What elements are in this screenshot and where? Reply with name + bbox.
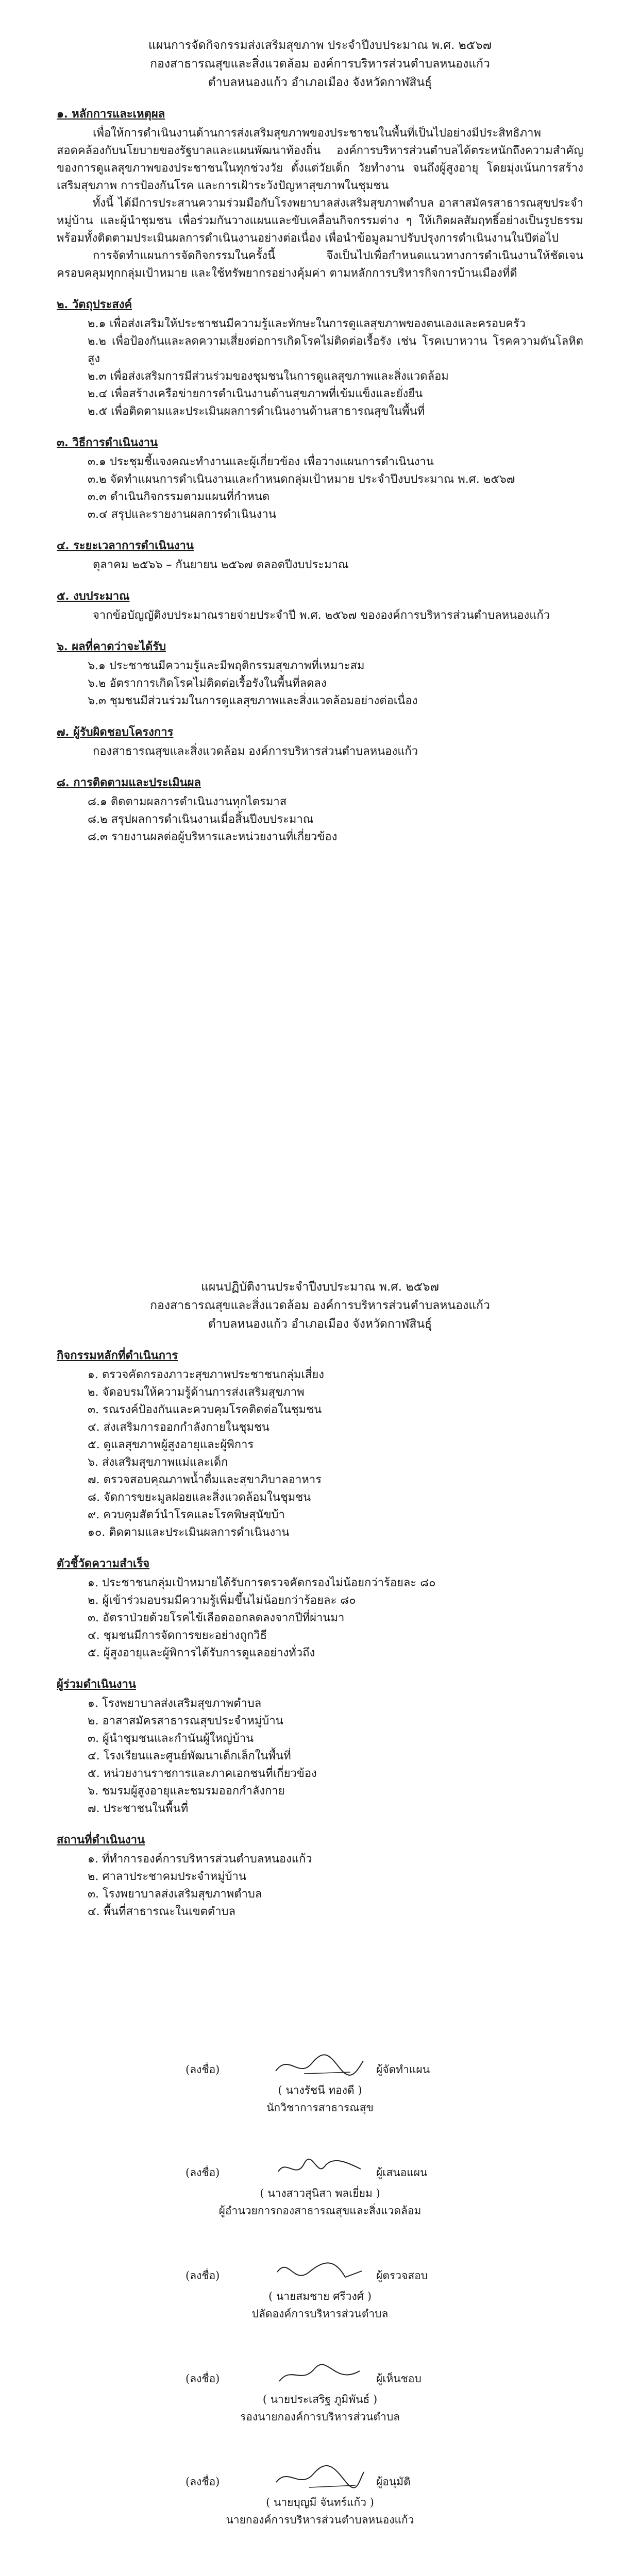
section-evaluation xyxy=(57,774,583,846)
list-item: ๘.๑ ติดตามผลการดำเนินงานทุกไตรมาส xyxy=(88,795,287,808)
list-item: ๒.๕ เพื่อติดตามและประเมินผลการดำเนินงานด้านสาธารณสุขในพื้นที่ xyxy=(88,405,425,418)
section-responsible xyxy=(57,723,583,760)
list-item: ๗. ตรวจสอบคุณภาพน้ำดื่มและสุขาภิบาลอาหาร xyxy=(88,1473,322,1486)
signature-block-3 xyxy=(57,2257,583,2323)
paragraph: ตุลาคม ๒๕๖๖ – กันยายน ๒๕๖๗ ตลอดปีงบประมาณ xyxy=(93,558,349,571)
list-item: ๔. ชุมชนมีการจัดการขยะอย่างถูกวิธี xyxy=(88,1629,267,1642)
list-item: ๕. หน่วยงานราชการและภาคเอกชนที่เกี่ยวข้อง xyxy=(88,1767,317,1780)
signature-line xyxy=(57,2154,583,2184)
handwritten-signature xyxy=(273,2463,366,2494)
section-heading: สถานที่ดำเนินงาน xyxy=(57,1833,145,1846)
page-2-content xyxy=(57,1278,583,1921)
list-item: ๒. ศาลาประชาคมประจำหมู่บ้าน xyxy=(88,1870,246,1883)
page-2-subtitle: กองสาธารณสุขและสิ่งแวดล้อม องค์การบริหารส่วนตำบลหนองแก้ว xyxy=(150,1299,490,1312)
document-page-2 xyxy=(0,1278,640,2576)
signature-line xyxy=(57,2257,583,2287)
list-item: ๘. จัดการขยะมูลฝอยและสิ่งแวดล้อมในชุมชน xyxy=(88,1491,311,1504)
paragraph: จากข้อบัญญัติงบประมาณรายจ่ายประจำปี พ.ศ. ๒๕๖๗ ขององค์การบริหารส่วนตำบลหนองแก้ว xyxy=(93,609,550,622)
list-item: ๒.๒ เพื่อป้องกันและลดความเสี่ยงต่อการเกิดโรคไม่ติดต่อเรื้อรัง เช่น โรคเบาหวาน โรคความดันโลหิตสูง xyxy=(88,335,583,365)
list-item: ๔. ส่งเสริมการออกกำลังกายในชุมชน xyxy=(88,1421,270,1434)
section-objectives xyxy=(57,296,583,420)
section-duration xyxy=(57,537,583,574)
handwritten-signature xyxy=(273,2360,366,2391)
list-item: ๑. ที่ทำการองค์การบริหารส่วนตำบลหนองแก้ว xyxy=(88,1853,312,1866)
section-rationale xyxy=(57,105,583,282)
handwritten-signature xyxy=(273,2154,366,2184)
list-item: ๒.๓ เพื่อส่งเสริมการมีส่วนร่วมของชุมชนในการดูแลสุขภาพและสิ่งแวดล้อม xyxy=(88,370,449,383)
list-item: ๓. โรงพยาบาลส่งเสริมสุขภาพตำบล xyxy=(88,1888,262,1901)
list-item: ๖. ชมรมผู้สูงอายุและชมรมออกกำลังกาย xyxy=(88,1785,285,1798)
section-heading: ผู้ร่วมดำเนินงาน xyxy=(57,1677,136,1691)
list-item: ๑๐. ติดตามและประเมินผลการดำเนินงาน xyxy=(88,1526,290,1539)
signer-position: รองนายกองค์การบริหารส่วนตำบล xyxy=(240,2411,400,2423)
section-main-activities xyxy=(57,1347,583,1541)
page-2-title: แผนปฏิบัติงานประจำปีงบประมาณ พ.ศ. ๒๕๖๗ xyxy=(201,1280,439,1294)
section-locations xyxy=(57,1831,583,1921)
handwritten-signature xyxy=(273,2050,366,2081)
signer-name: ( นายสมชาย ศรีวงศ์ ) xyxy=(268,2290,372,2302)
page-1-location: ตำบลหนองแก้ว อำเภอเมือง จังหวัดกาฬสินธุ์ xyxy=(208,76,432,89)
section-heading: กิจกรรมหลักที่ดำเนินการ xyxy=(57,1349,178,1362)
list-item: ๓.๑ ประชุมชี้แจงคณะทำงานและผู้เกี่ยวข้อง เพื่อวางแผนการดำเนินงาน xyxy=(88,455,434,468)
list-item: ๓. รณรงค์ป้องกันและควบคุมโรคติดต่อในชุมชน xyxy=(88,1403,322,1416)
page-1-title: แผนการจัดกิจกรรมส่งเสริมสุขภาพ ประจำปีงบประมาณ พ.ศ. ๒๕๖๗ xyxy=(148,39,492,52)
signature-prefix: (ลงชื่อ) xyxy=(186,2476,220,2488)
signature-role: ผู้ตรวจสอบ xyxy=(376,2269,428,2282)
list-item: ๓. ผู้นำชุมชนและกำนันผู้ใหญ่บ้าน xyxy=(88,1732,254,1745)
signature-block-1 xyxy=(57,2050,583,2116)
signature-role: ผู้จัดทำแผน xyxy=(376,2063,430,2076)
signer-name: ( นายบุญมี จันทร์แก้ว ) xyxy=(266,2496,374,2509)
signature-prefix: (ลงชื่อ) xyxy=(186,2166,220,2179)
signature-prefix: (ลงชื่อ) xyxy=(186,2063,220,2076)
signature-line xyxy=(57,2050,583,2081)
list-item: ๖. ส่งเสริมสุขภาพแม่และเด็ก xyxy=(88,1456,228,1469)
signature-role: ผู้เสนอแผน xyxy=(376,2166,428,2179)
section-heading: ๔. ระยะเวลาการดำเนินงาน xyxy=(57,539,194,552)
signature-line xyxy=(57,2360,583,2391)
section-heading: ๖. ผลที่คาดว่าจะได้รับ xyxy=(57,640,166,653)
page-1-header xyxy=(57,36,583,92)
list-item: ๓.๔ สรุปและรายงานผลการดำเนินงาน xyxy=(88,508,276,521)
page-1-content xyxy=(57,36,583,846)
section-budget xyxy=(57,587,583,624)
list-item: ๕. ผู้สูงอายุและผู้พิการได้รับการดูแลอย่างทั่วถึง xyxy=(88,1647,315,1659)
list-item: ๒. ผู้เข้าร่วมอบรมมีความรู้เพิ่มขึ้นไม่น้อยกว่าร้อยละ ๘๐ xyxy=(88,1594,356,1607)
page-2-location: ตำบลหนองแก้ว อำเภอเมือง จังหวัดกาฬสินธุ์ xyxy=(208,1317,432,1331)
list-item: ๒.๑ เพื่อส่งเสริมให้ประชาชนมีความรู้และทักษะในการดูแลสุขภาพของตนเองและครอบครัว xyxy=(88,317,526,330)
list-item: ๖.๓ ชุมชนมีส่วนร่วมในการดูแลสุขภาพและสิ่งแวดล้อมอย่างต่อเนื่อง xyxy=(88,694,418,707)
section-heading: ๓. วิธีการดำเนินงาน xyxy=(57,436,158,449)
page-2-header xyxy=(57,1278,583,1333)
section-heading: ตัวชี้วัดความสำเร็จ xyxy=(57,1557,150,1570)
list-item: ๑. โรงพยาบาลส่งเสริมสุขภาพตำบล xyxy=(88,1697,262,1710)
section-indicators xyxy=(57,1555,583,1662)
signature-block-2 xyxy=(57,2154,583,2219)
list-item: ๔. พื้นที่สาธารณะในเขตตำบล xyxy=(88,1905,235,1918)
signer-position: นายกองค์การบริหารส่วนตำบลหนองแก้ว xyxy=(226,2514,414,2526)
section-methods xyxy=(57,434,583,523)
section-partners xyxy=(57,1675,583,1818)
section-heading: ๘. การติดตามและประเมินผล xyxy=(57,776,201,789)
list-item: ๕. ดูแลสุขภาพผู้สูงอายุและผู้พิการ xyxy=(88,1438,254,1451)
list-item: ๒. จัดอบรมให้ความรู้ด้านการส่งเสริมสุขภาพ xyxy=(88,1386,305,1399)
list-item: ๘.๒ สรุปผลการดำเนินงานเมื่อสิ้นปีงบประมาณ xyxy=(88,813,314,826)
section-heading: ๒. วัตถุประสงค์ xyxy=(57,298,132,311)
signer-position: ผู้อำนวยการกองสาธารณสุขและสิ่งแวดล้อม xyxy=(218,2205,422,2217)
signature-role: ผู้อนุมัติ xyxy=(376,2476,411,2488)
list-item: ๓. อัตราป่วยด้วยโรคไข้เลือดออกลดลงจากปีที่ผ่านมา xyxy=(88,1612,345,1624)
handwritten-signature xyxy=(273,2257,366,2287)
signer-name: ( นายประเสริฐ ภูมิพันธ์ ) xyxy=(262,2393,378,2405)
list-item: ๑. ประชาชนกลุ่มเป้าหมายได้รับการตรวจคัดกรองไม่น้อยกว่าร้อยละ ๘๐ xyxy=(88,1577,436,1589)
list-item: ๖.๑ ประชาชนมีความรู้และมีพฤติกรรมสุขภาพที่เหมาะสม xyxy=(88,659,365,672)
document-page-1 xyxy=(0,0,640,1185)
signature-line xyxy=(57,2463,583,2494)
paragraph: การจัดทำแผนการจัดกิจกรรมในครั้งนี้ จึงเป็นไปเพื่อกำหนดแนวทางการดำเนินงานให้ชัดเจน ครอบคลุมทุกกลุ่มเป้าหมาย และใช้ทรัพยากรอย่างคุ้มค่า ตามหลักการบริหารกิจการบ้านเมืองที่ดี xyxy=(57,249,583,280)
list-item: ๘.๓ รายงานผลต่อผู้บริหารและหน่วยงานที่เกี่ยวข้อง xyxy=(88,831,338,843)
signature-prefix: (ลงชื่อ) xyxy=(186,2269,220,2282)
list-item: ๔. โรงเรียนและศูนย์พัฒนาเด็กเล็กในพื้นที่ xyxy=(88,1750,291,1762)
list-item: ๗. ประชาชนในพื้นที่ xyxy=(88,1802,189,1815)
list-item: ๑. ตรวจคัดกรองภาวะสุขภาพประชาชนกลุ่มเสี่ยง xyxy=(88,1368,324,1381)
paragraph: เพื่อให้การดำเนินงานด้านการส่งเสริมสุขภาพของประชาชนในพื้นที่เป็นไปอย่างมีประสิทธิภาพ สอดคล้องกับนโยบายของรัฐบาลและแผนพัฒนาท้องถิ่น องค์การบริหารส่วนตำบลได้ตระหนักถึงความสำคัญของการดูแลสุขภาพของประชาชนในทุกช่วงวัย ตั้งแต่วัยเด็ก วัยทำงาน จนถึงผู้สูงอายุ โดยมุ่งเน้นการสร้างเสริมสุขภาพ การป้องกันโรค และการเฝ้าระวังปัญหาสุขภาพในชุมชน xyxy=(57,127,583,192)
signature-block-4 xyxy=(57,2360,583,2426)
list-item: ๒.๔ เพื่อสร้างเครือข่ายการดำเนินงานด้านสุขภาพที่เข้มแข็งและยั่งยืน xyxy=(88,387,423,400)
section-expected-results xyxy=(57,638,583,710)
section-heading: ๑. หลักการและเหตุผล xyxy=(57,107,165,121)
section-heading: ๗. ผู้รับผิดชอบโครงการ xyxy=(57,725,174,739)
list-item: ๓.๒ จัดทำแผนการดำเนินงานและกำหนดกลุ่มเป้าหมาย ประจำปีงบประมาณ พ.ศ. ๒๕๖๗ xyxy=(88,473,515,486)
list-item: ๓.๓ ดำเนินกิจกรรมตามแผนที่กำหนด xyxy=(88,490,270,503)
signature-block-5 xyxy=(57,2463,583,2529)
signer-name: ( นางสาวสุนิสา พลเยี่ยม ) xyxy=(260,2187,380,2199)
signer-position: นักวิชาการสาธารณสุข xyxy=(266,2102,374,2114)
paragraph: กองสาธารณสุขและสิ่งแวดล้อม องค์การบริหารส่วนตำบลหนองแก้ว xyxy=(93,745,418,758)
list-item: ๖.๒ อัตราการเกิดโรคไม่ติดต่อเรื้อรังในพื้นที่ลดลง xyxy=(88,677,327,690)
signer-name: ( นางรัชนี ทองดี ) xyxy=(278,2084,362,2096)
signature-role: ผู้เห็นชอบ xyxy=(376,2372,422,2385)
section-heading: ๕. งบประมาณ xyxy=(57,589,130,603)
page-1-subtitle: กองสาธารณสุขและสิ่งแวดล้อม องค์การบริหารส่วนตำบลหนองแก้ว xyxy=(150,57,490,71)
signature-prefix: (ลงชื่อ) xyxy=(186,2372,220,2385)
signer-position: ปลัดองค์การบริหารส่วนตำบล xyxy=(251,2308,389,2320)
list-item: ๒. อาสาสมัครสาธารณสุขประจำหมู่บ้าน xyxy=(88,1715,283,1727)
paragraph: ทั้งนี้ ได้มีการประสานความร่วมมือกับโรงพยาบาลส่งเสริมสุขภาพตำบล อาสาสมัครสาธารณสุขประจำหมู่บ้าน และผู้นำชุมชน เพื่อร่วมกันวางแผนและขับเคลื่อนกิจกรรมต่าง ๆ ให้เกิดผลสัมฤทธิ์อย่างเป็นรูปธรรม พร้อมทั้งติดตามประเมินผลการดำเนินงานอย่างต่อเนื่อง เพื่อนำข้อมูลมาปรับปรุงการดำเนินงานในปีต่อไป xyxy=(57,197,583,245)
list-item: ๙. ควบคุมสัตว์นำโรคและโรคพิษสุนัขบ้า xyxy=(88,1509,285,1521)
